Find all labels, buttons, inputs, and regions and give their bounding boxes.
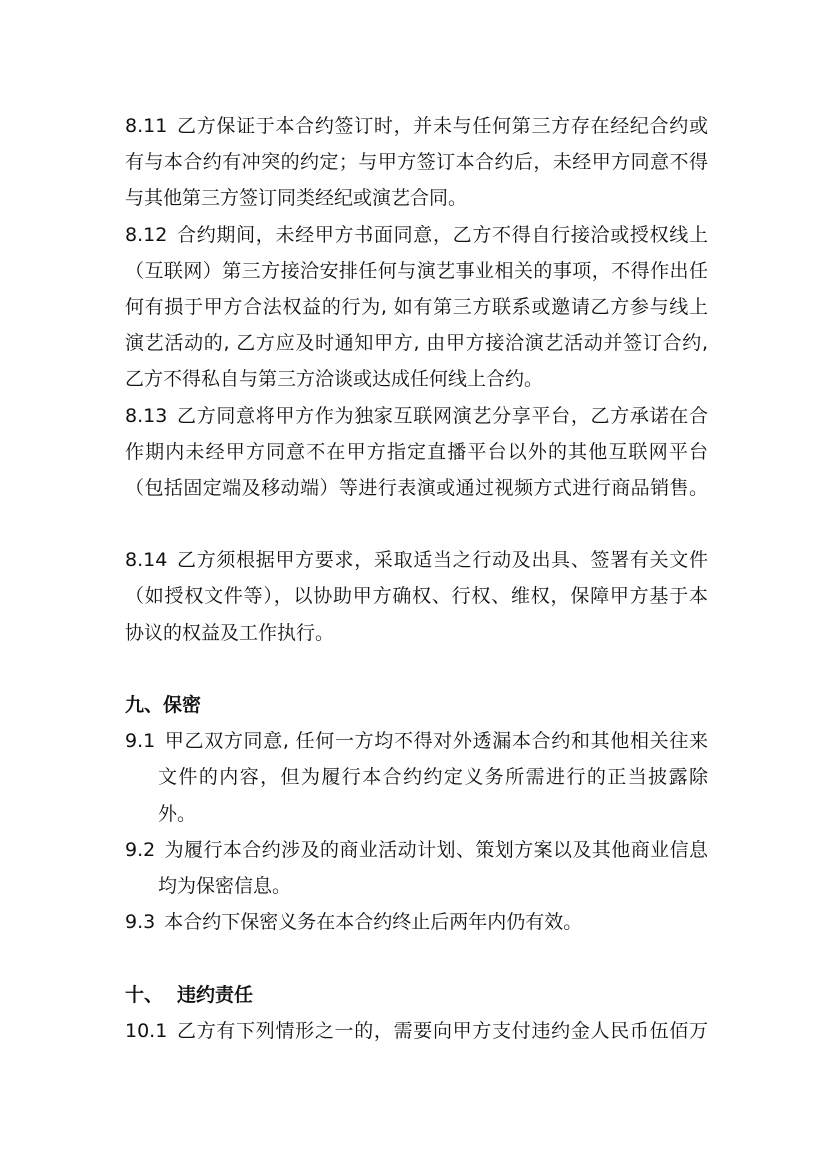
clause-text: 乙方保证于本合约签订时，并未与任何第三方存在经纪合约或: [176, 115, 708, 137]
clause-text: 乙方同意将甲方作为独家互联网演艺分享平台，乙方承诺在合: [176, 404, 708, 427]
clause-text: 乙方有下列情形之一的，需要向甲方支付违约金人民币伍佰万: [176, 1019, 708, 1042]
clause-10-1: [125, 1013, 708, 1049]
clause-number: 10.1: [125, 1019, 168, 1042]
section-title: 违约责任: [177, 983, 254, 1006]
clause-number: 8.13: [125, 404, 168, 427]
clause-9-1: [125, 723, 708, 832]
clause-9-3: [125, 904, 708, 940]
clause-number: 8.14: [125, 549, 168, 572]
clause-line: 均为保密信息。: [158, 874, 292, 897]
blank-line: [125, 506, 708, 542]
clause-line: [125, 723, 708, 759]
clause-line: [125, 398, 708, 434]
section-heading-breach-liability: [125, 977, 708, 1013]
clause-text: 乙方须根据甲方要求，采取适当之行动及出具、签署有关文件: [176, 549, 708, 572]
clause-line: 外。: [158, 802, 197, 825]
clause-line: [125, 832, 708, 868]
clause-text: 为履行本合约涉及的商业活动计划、策划方案以及其他商业信息: [164, 838, 708, 861]
clause-8-12: [125, 217, 708, 398]
blank-line: [125, 940, 708, 976]
clause-number: 8.12: [125, 223, 168, 246]
section-heading-confidentiality: 九、保密: [125, 694, 202, 716]
clause-line: （包括固定端及移动端）等进行表演或通过视频方式进行商品销售。: [125, 476, 708, 499]
clause-line: 乙方不得私自与第三方洽谈或达成任何线上合约。: [125, 368, 544, 391]
clause-number: 9.3: [125, 911, 156, 934]
section-number: 十、: [125, 983, 164, 1006]
clause-number: 9.2: [125, 838, 156, 861]
clause-line: [125, 108, 708, 144]
blank-line: [125, 651, 708, 687]
clause-line: 协议的权益及工作执行。: [125, 621, 335, 644]
clause-text: 甲乙双方同意, 任何一方均不得对外透漏本合约和其他相关往来: [164, 730, 708, 753]
clause-line: [125, 904, 708, 940]
clause-line: （如授权文件等），以协助甲方确权、行权、维权，保障甲方基于本: [125, 585, 708, 608]
clause-line: （互联网）第三方接洽安排任何与演艺事业相关的事项，不得作出任: [125, 259, 708, 282]
clause-line: 文件的内容，但为履行本合约约定义务所需进行的正当披露除: [158, 766, 708, 789]
clause-line: [125, 1013, 708, 1049]
clause-line: 有与本合约有冲突的约定；与甲方签订本合约后，未经甲方同意不得: [125, 151, 708, 174]
clause-line: 演艺活动的, 乙方应及时通知甲方, 由甲方接洽演艺活动并签订合约,: [125, 332, 708, 355]
clause-number: 8.11: [125, 115, 168, 137]
clause-9-2: [125, 832, 708, 904]
clause-text: 本合约下保密义务在本合约终止后两年内仍有效。: [164, 911, 583, 934]
clause-line: 作期内未经甲方同意不在甲方指定直播平台以外的其他互联网平台: [125, 440, 708, 463]
clause-8-11: [125, 108, 708, 217]
clause-number: 9.1: [125, 730, 156, 753]
clause-8-13: [125, 398, 708, 507]
clause-8-14: [125, 542, 708, 651]
clause-line: 与其他第三方签订同类经纪或演艺合同。: [125, 187, 468, 210]
clause-line: [125, 217, 708, 253]
clause-text: 合约期间，未经甲方书面同意，乙方不得自行接洽或授权线上: [176, 223, 708, 246]
document-body: [125, 108, 708, 1049]
clause-line: 何有损于甲方合法权益的行为, 如有第三方联系或邀请乙方参与线上: [125, 295, 708, 318]
clause-line: [125, 542, 708, 578]
